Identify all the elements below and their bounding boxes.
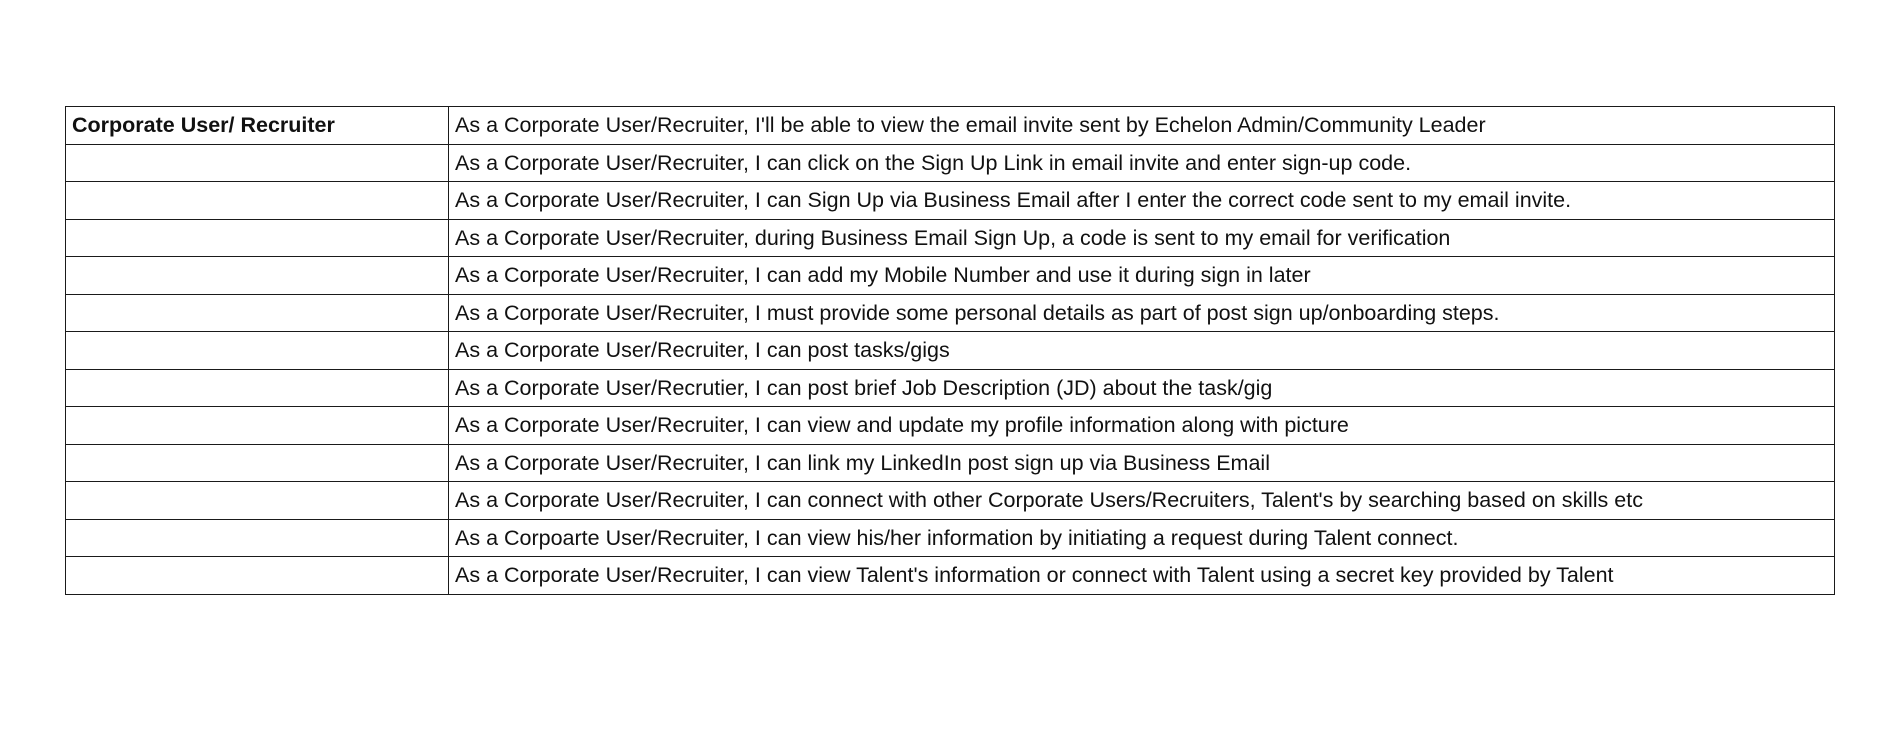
empty-role-cell[interactable] bbox=[66, 257, 449, 295]
story-cell[interactable]: As a Corpoarte User/Recruiter, I can view his/her information by initiating a request during Talent connect. bbox=[449, 519, 1835, 557]
empty-role-cell[interactable] bbox=[66, 144, 449, 182]
table-row bbox=[66, 144, 1835, 182]
story-cell[interactable]: As a Corporate User/Recruiter, I must provide some personal details as part of post sign up/onboarding steps. bbox=[449, 294, 1835, 332]
table-row bbox=[66, 107, 1835, 145]
table-row bbox=[66, 482, 1835, 520]
table-row bbox=[66, 294, 1835, 332]
table-row bbox=[66, 257, 1835, 295]
story-cell[interactable]: As a Corporate User/Recruiter, I'll be able to view the email invite sent by Echelon Admin/Community Leader bbox=[449, 107, 1835, 145]
table-row bbox=[66, 444, 1835, 482]
table-row bbox=[66, 519, 1835, 557]
empty-role-cell[interactable] bbox=[66, 557, 449, 595]
role-cell[interactable]: Corporate User/ Recruiter bbox=[66, 107, 449, 145]
empty-role-cell[interactable] bbox=[66, 407, 449, 445]
table-row bbox=[66, 182, 1835, 220]
story-cell[interactable]: As a Corporate User/Recruiter, I can add my Mobile Number and use it during sign in later bbox=[449, 257, 1835, 295]
empty-role-cell[interactable] bbox=[66, 444, 449, 482]
table-row bbox=[66, 369, 1835, 407]
table-row bbox=[66, 407, 1835, 445]
table-row bbox=[66, 557, 1835, 595]
story-cell[interactable]: As a Corporate User/Recruiter, during Business Email Sign Up, a code is sent to my email for verification bbox=[449, 219, 1835, 257]
story-cell[interactable]: As a Corporate User/Recruiter, I can link my LinkedIn post sign up via Business Email bbox=[449, 444, 1835, 482]
user-stories-table bbox=[65, 106, 1835, 595]
empty-role-cell[interactable] bbox=[66, 519, 449, 557]
table-row bbox=[66, 219, 1835, 257]
story-cell[interactable]: As a Corporate User/Recruiter, I can view Talent's information or connect with Talent using a secret key provided by Talent bbox=[449, 557, 1835, 595]
table-row bbox=[66, 332, 1835, 370]
empty-role-cell[interactable] bbox=[66, 369, 449, 407]
empty-role-cell[interactable] bbox=[66, 182, 449, 220]
story-cell[interactable]: As a Corporate User/Recrutier, I can post brief Job Description (JD) about the task/gig bbox=[449, 369, 1835, 407]
story-cell[interactable]: As a Corporate User/Recruiter, I can Sign Up via Business Email after I enter the correct code sent to my email invite. bbox=[449, 182, 1835, 220]
empty-role-cell[interactable] bbox=[66, 219, 449, 257]
empty-role-cell[interactable] bbox=[66, 294, 449, 332]
empty-role-cell[interactable] bbox=[66, 332, 449, 370]
story-cell[interactable]: As a Corporate User/Recruiter, I can view and update my profile information along with picture bbox=[449, 407, 1835, 445]
story-cell[interactable]: As a Corporate User/Recruiter, I can connect with other Corporate Users/Recruiters, Talent's by searching based on skills etc bbox=[449, 482, 1835, 520]
empty-role-cell[interactable] bbox=[66, 482, 449, 520]
story-cell[interactable]: As a Corporate User/Recruiter, I can click on the Sign Up Link in email invite and enter sign-up code. bbox=[449, 144, 1835, 182]
story-cell[interactable]: As a Corporate User/Recruiter, I can post tasks/gigs bbox=[449, 332, 1835, 370]
